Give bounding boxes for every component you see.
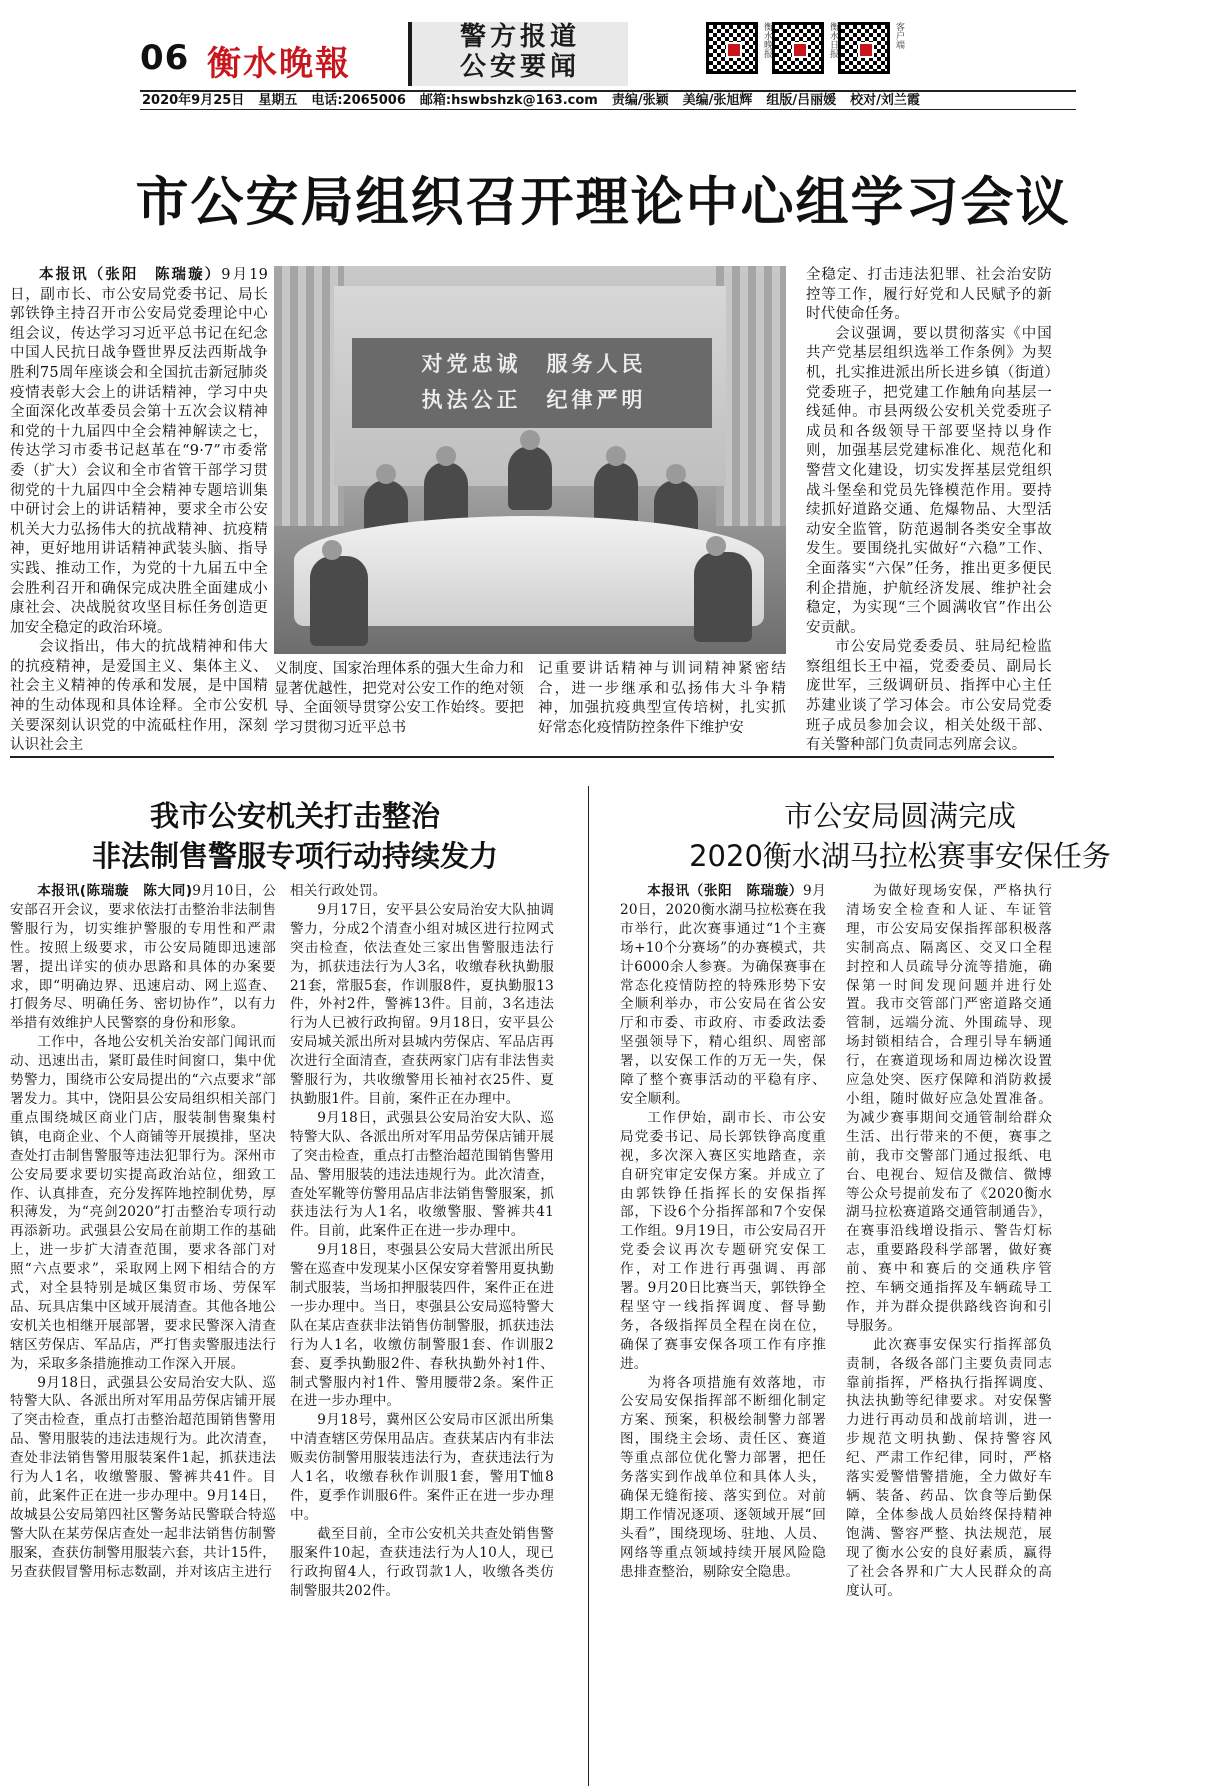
qr-code-1[interactable] [706,22,774,74]
meeting-photo [274,266,786,654]
issue-date: 2020年9月25日 [142,93,245,108]
article1-col1-p1: 9月19日，副市长、市公安局党委书记、局长郭铁铮主持召开市公安局党委理论中心组会议，传达学习习近平总书记在纪念中国人民抗日战争暨世界反法西斯战争胜利75周年座谈会和全国抗击新冠肺炎疫情表彰大会上的讲话精神，学习中央全面深化改革委员会第十五次会议精神和党的十九届四中全会精神解读之七，传达学习市委书记赵革在“9·7”市委常委（扩大）会议和全市省管干部学习贯彻党的十九届四中全会精神专题培训集中研讨会上的讲话精神，要求全市公安机关大力弘扬伟大的抗战精神、抗疫精神，更好地用讲话精神武装头脑、指导实践、推动工作，为党的十九届五中全会胜利召开和确保完成决胜全面建成小康社会、决战脱贫攻坚目标任务创造更加安全稳定的政治环境。 [10,267,268,636]
article1-col4 [806,266,1052,756]
article3-headline [594,796,1206,876]
section-line-1: 警方报道 [459,22,580,52]
person-figure [594,462,638,526]
article3-col2-p2: 此次赛事安保实行指挥部负责制，各级各部门主要负责同志靠前指挥，严格执行指挥调度、执法执勤等纪律要求。对安保警力进行再动员和战前培训，进一步规范文明执勤、保持警容风纪、严肃工作纪律，同时，严格落实爱警惜警措施，全力做好车辆、装备、药品、饮食等后勤保障，全体参战人员始终保持精神饱满、警容严整、执法规范，展现了衡水公安的良好素质，赢得了社会各界和广大人民群众的高度认可。 [846,1336,1052,1599]
article1-col2-text: 义制度、国家治理体系的强大生命力和显著优越性，把党对公安工作的绝对领导、全面领导贯穿公安工作始终。要把学习贯彻习近平总书 [274,661,524,736]
column-divider [588,786,589,1786]
article1-byline: 本报讯（张阳 陈瑞璇） [39,267,222,283]
article1-col1 [10,266,268,756]
article3-col2-p1: 为做好现场安保，严格执行清场安全检查和人证、车证管理，市公安局安保指挥部积极落实制高点、隔离区、交叉口全程封控和人员疏导分流等措施，确保第一时间发现问题并进行处置。我市交管部门严密道路交通管制，远端分流、外围疏导、现场封锁相结合，合理引导车辆通行，在赛道现场和周边梯次设置应急处突、医疗保障和消防救援小组，随时做好应急处置准备。为减少赛事期间交通管制给群众生活、出行带来的不便，赛事之前，我市交警部门通过报纸、电台、电视台、短信及微信、微博等公众号提前发布了《2020衡水湖马拉松赛道路交通管制通告》，在赛事沿线增设指示、警告灯标志，重要路段科学部署，做好赛前、赛中和赛后的交通秩序管控、车辆交通指挥及车辆疏导工作，并为群众提供路线咨询和引导服务。 [846,883,1052,1334]
qr-caption-2: 衡水日报 [828,22,838,58]
article1-headline: 市公安局组织召开理论中心组学习会议 [135,172,1071,233]
article2-headline [0,796,590,876]
article1-col1-p2: 会议指出，伟大的抗战精神和伟大的抗疫精神，是爱国主义、集体主义、社会主义精神的传承和发展，是中国精神的生动体现和具体诠释。全市公安机关要深刻认识党的中流砥柱作用，深刻认识社会主 [10,639,268,754]
person-figure [694,552,752,642]
article3-col1-p2: 工作伊始，副市长、市公安局党委书记、局长郭铁铮高度重视，多次深入赛区实地踏查，亲自研究审定安保方案。并成立了由郭铁铮任指挥长的安保指挥部，下设6个分指挥部和7个安保工作组。9月19日，市公安局召开党委会议再次专题研究安保工作，对工作进行再强调、再部署。9月20日比赛当天，郭铁铮全程坚守一线指挥调度、督导勤务，各级指挥员全程在岗在位，确保了赛事安保各项工作有序推进。 [620,1109,826,1372]
article1-col4-p1: 全稳定、打击违法犯罪、社会治安防控等工作，履行好党和人民赋予的新时代使命任务。 [806,267,1052,323]
article1-col4-p2: 会议强调，要以贯彻落实《中国共产党基层组织选举工作条例》为契机，扎实推进派出所长进乡镇（街道）党委班子，把党建工作触角向基层一线延伸。市县两级公安机关党委班子成员和各级领导干部要坚持以身作则，加强基层党建标准化、规范化和警营文化建设，切实发挥基层党组织战斗堡垒和党员先锋模范作用。要持续抓好道路交通、危爆物品、大型活动安全监管，防范遏制各类安全事故发生。要围绕扎实做好“六稳”工作、全面落实“六保”任务，推出更多便民利企措施，护航经济发展、维护社会稳定，为实现“三个圆满收官”作出公安贡献。 [806,325,1052,636]
article1-col3-text: 记重要讲话精神与训词精神紧密结合，进一步继承和弘扬伟大斗争精神，加强抗疫典型宣传培树，扎实抓好常态化疫情防控条件下维护安 [538,661,786,736]
slogan-line-2: 执法公正 纪律严明 [421,387,647,412]
person-figure [310,556,368,646]
layout-editor: 组版/吕丽媛 [766,93,837,108]
article2-col2 [290,882,554,1600]
article1-col3 [538,660,786,738]
email: 邮箱:hswbshzk@163.com [419,93,598,108]
slogan-line-1: 对党忠诚 服务人民 [421,351,647,376]
article2-col2-p6: 截至目前，全市公安机关共查处销售警服案件10起，查获违法行为人10人，现已行政拘留4人，行政罚款1人，收缴各类仿制警服共202件。 [290,1525,554,1599]
masthead [0,0,1206,108]
article3-col1-p1: 9月20日，2020衡水湖马拉松赛在我市举行，此次赛事通过“1个主赛场+10个分赛场”的办赛模式，共计6000余人参赛。为确保赛事在常态化疫情防控的特殊形势下安全顺利举办，市公安局在省公安厅和市委、市政府、市委政法委坚强领导下，精心组织、周密部署，以安保工作的万无一失，保障了整个赛事活动的平稳有序、安全顺利。 [620,883,826,1107]
section-label [408,22,628,86]
article1-col4-p3: 市公安局党委委员、驻局纪检监察组组长王中福，党委委员、副局长庞世军，三级调研员、指挥中心主任苏建业谈了学习体会。市公安局党委班子成员参加会议，相关处级干部、有关警种部门负责同志列席会议。 [806,639,1052,754]
section-divider [10,756,1054,758]
person-figure [424,462,468,526]
issue-weekday: 星期五 [258,93,298,108]
article2-headline-line1: 我市公安机关打击整治 [149,799,440,833]
article2-col1 [10,882,276,1582]
article3-col1-p3: 为将各项措施有效落地，市公安局安保指挥部不断细化制定方案、预案，积极绘制警力部署图，围绕主会场、责任区、赛道等重点部位优化警力部署，把任务落实到作战单位和具体人头，确保无缝衔接、落实到位。对前期工作情况逐项、逐领域开展“回头看”，围绕现场、驻地、人员、网络等重点领域持续开展风险隐患排查整治，剔除安全隐患。 [620,1374,826,1580]
article2-col2-p4: 9月18日，枣强县公安局大营派出所民警在巡查中发现某小区保安穿着警用夏执勤制式服装，当场扣押服装四件，案件正在进一步办理中。当日，枣强县公安局巡特警大队在某店查获非法销售仿制警服，抓获违法行为人1名，收缴仿制警服1套、作训服2套、夏季执勤服2件、春秋执勤外衬1件、制式警服内衬1件、警用腰带2条。案件正在进一步办理中。 [290,1242,554,1410]
qr-code-2[interactable] [772,22,840,74]
article2-col2-p2: 9月17日，安平县公安局治安大队抽调警力，分成2个清查小组对城区进行拉网式突击检查，依法查处三家出售警服违法行为，抓获违法行为人3名，收缴春秋执勤服21套，常服5套，作训服8件，夏执勤服13件，外衬2件，警裤13件。目前，3名违法行为人已被行政拘留。9月18日，安平县公安局城关派出所对县城内劳保店、军品店再次进行全面清查，查获两家门店有非法售卖警服行为，共收缴警用长袖衬衣25件、夏执勤服1件。目前，案件正在办理中。 [290,901,554,1107]
person-figure [508,446,552,510]
article3-headline-line1: 市公安局圆满完成 [783,799,1016,833]
info-bar [140,90,1076,110]
qr-caption-3: 客户端 [894,22,904,49]
article1-col2 [274,660,524,738]
qr-code-3[interactable] [838,22,906,74]
curtain-right [716,266,786,526]
qr-code-icon [838,22,890,74]
article2-col1-p3: 9月18日，武强县公安局治安大队、巡特警大队、各派出所对军用品劳保店铺开展了突击检查，重点打击整治超范围销售警用品、警用服装的违法违规行为。此次清查，查处非法销售警用服装案件1起，抓获违法行为人1名，收缴警服、警裤共41件。目前，此案件正在进一步办理中。9月14日，故城县公安局第四社区警务站民警联合特巡警大队在某劳保店查处一起非法销售仿制警服案，查获仿制警用服装六套，共计15件，另查获假冒警用标志数副，并对该店主进行 [10,1374,276,1580]
qr-code-icon [706,22,758,74]
article3-byline: 本报讯（张阳 陈瑞璇） [647,883,803,899]
art-editor: 美编/张旭辉 [682,93,753,108]
paper-name-logo: 衡水晚報 [207,44,351,84]
qr-code-icon [772,22,824,74]
editor: 责编/张颖 [611,93,669,108]
section-line-2: 公安要闻 [459,52,580,82]
article3-col2 [846,882,1052,1600]
article2-col1-p1: 9月10日，公安部召开会议，要求依法打击整治非法制售警服行为，切实维护警服的专用性和严肃性。按照上级要求，市公安局随即迅速部署，提出详实的侦办思路和具体的办案要求，即“明确边界、迅速启动、网上巡查、打假务尽、明确任务、密切协作”，以有力举措有效维护人民警察的身份和形象。 [10,883,276,1032]
article3-headline-line2: 2020衡水湖马拉松赛事安保任务 [689,839,1111,873]
page-number: 06 [140,38,190,78]
article2-headline-line2: 非法制售警服专项行动持续发力 [91,839,498,873]
article3-col1 [620,882,826,1582]
qr-caption-1: 衡水晚报 [762,22,772,58]
article2-col2-p5: 9月18号，冀州区公安局市区派出所集中清查辖区劳保用品店。查获某店内有非法贩卖仿制警用服装违法行为，查获违法行为人1名，收缴春秋作训服1套，警用T恤8件，夏季作训服6件。案件正在进一步办理中。 [290,1412,554,1523]
article2-col2-p1: 相关行政处罚。 [290,883,387,899]
article2-byline: 本报讯(陈瑞璇 陈大同) [37,883,193,899]
article2-col1-p2: 工作中，各地公安机关治安部门闻讯而动、迅速出击，紧盯最佳时间窗口，集中优势警力，围绕市公安局提出的“六点要求”部署发力。其中，饶阳县公安局组织相关部门重点围绕城区商业门店，服装制售聚集村镇，电商企业、个人商铺等开展摸排，坚决查处打击制售警服等违法犯罪行为。深州市公安局要求要切实提高政治站位，细致工作、认真排查，充分发挥阵地控制优势，厚积薄发，为“亮剑2020”打击整治专项行动再添新功。武强县公安局在前期工作的基础上，进一步扩大清查范围，要求各部门对照“六点要求”，采取网上网下相结合的方式，对全县特别是城区集贸市场、劳保军品、玩具店集中区域开展清查。其他各地公安机关也相继开展部署，要求民警深入清查辖区劳保店、军品店，严打售卖警服违法行为，采取多条措施推动工作深入开展。 [10,1034,276,1372]
phone: 电话:2065006 [311,93,406,108]
proofreader: 校对/刘兰霞 [850,93,920,108]
article2-col2-p3: 9月18日，武强县公安局治安大队、巡特警大队、各派出所对军用品劳保店铺开展了突击检查，重点打击整治超范围销售警用品、警用服装的违法违规行为。此次清查，查处军靴等仿警用品店非法销售警服案，抓获违法行为人1名，收缴警服、警裤共41件。目前，此案件正在进一步办理中。 [290,1109,554,1240]
